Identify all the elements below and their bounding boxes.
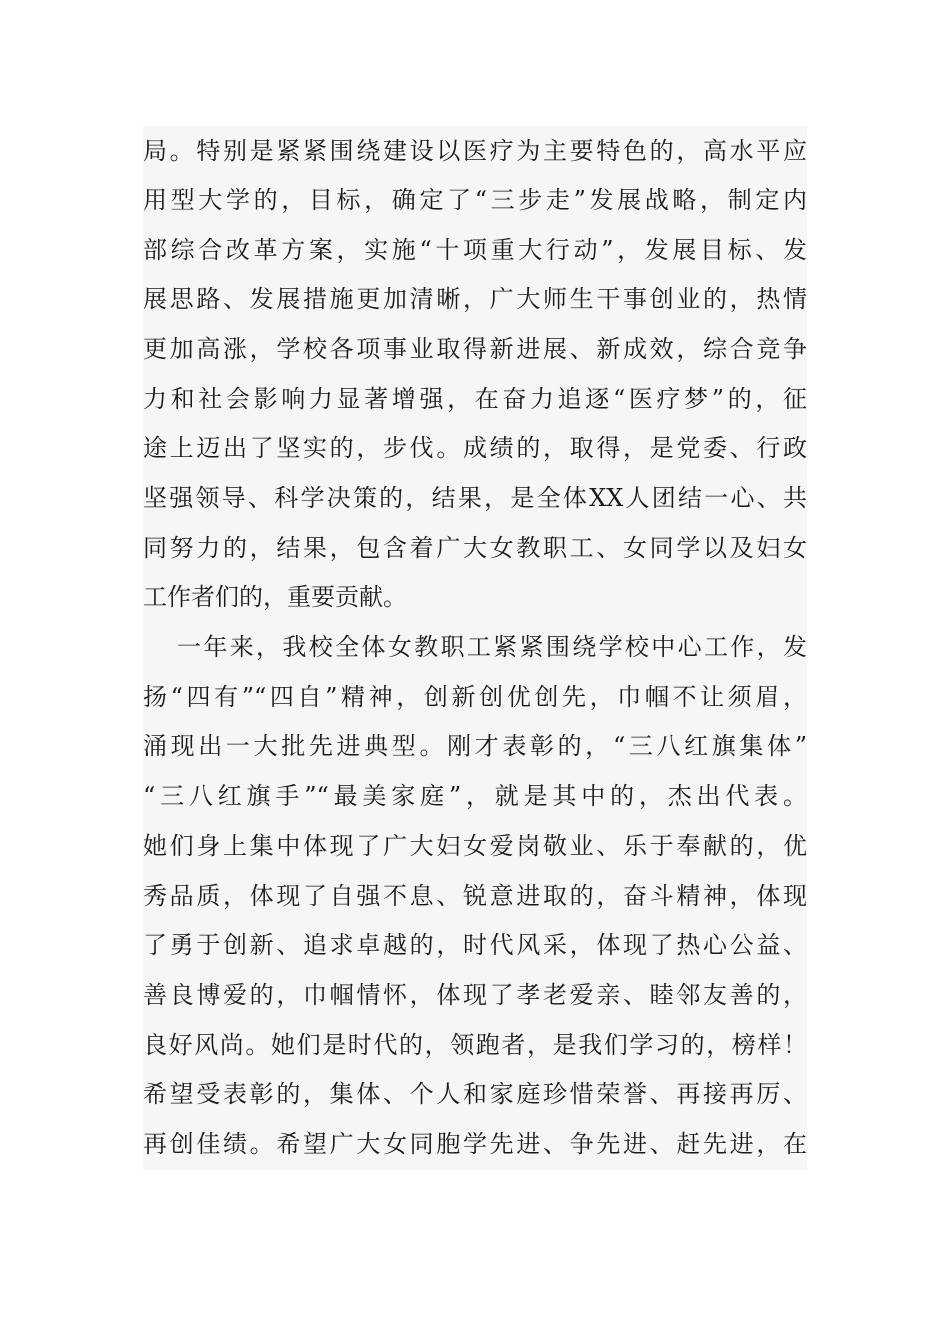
text-line: 善良博爱的，巾帼情怀，体现了孝老爱亲、睦邻友善的，: [143, 981, 807, 1009]
text-line: 秀品质，体现了自强不息、锐意进取的，奋斗精神，体现: [143, 882, 807, 910]
text-line: 再创佳绩。希望广大女同胞学先进、争先进、赶先进，在: [143, 1130, 807, 1158]
text-line: 用型大学的，目标，确定了“三步走”发展战略，制定内: [143, 186, 807, 214]
text-line: 途上迈出了坚实的，步伐。成绩的，取得，是党委、行政: [143, 434, 807, 462]
text-line: 一年来，我校全体女教职工紧紧围绕学校中心工作，发: [177, 633, 807, 661]
text-line: 展思路、发展措施更加清晰，广大师生干事创业的，热情: [143, 285, 807, 313]
text-line: 力和社会影响力显著增强，在奋力追逐“医疗梦”的，征: [143, 385, 807, 413]
text-line: 希望受表彰的，集体、个人和家庭珍惜荣誉、再接再厉、: [143, 1080, 807, 1108]
text-line: “三八红旗手”“最美家庭”，就是其中的，杰出代表。: [143, 782, 807, 810]
text-line: 更加高涨，学校各项事业取得新进展、新成效，综合竞争: [143, 335, 807, 363]
text-line: 扬“四有”“四自”精神，创新创优创先，巾帼不让须眉，: [143, 683, 807, 711]
text-line: 良好风尚。她们是时代的，领跑者，是我们学习的，榜样！: [143, 1031, 807, 1059]
text-line: 同努力的，结果，包含着广大女教职工、女同学以及妇女: [143, 534, 807, 562]
text-line: 了勇于创新、追求卓越的，时代风采，体现了热心公益、: [143, 931, 807, 959]
text-line: 坚强领导、科学决策的，结果，是全体XX人团结一心、共: [143, 484, 807, 512]
text-line: 工作者们的，重要贡献。: [143, 583, 407, 611]
text-line: 局。特别是紧紧围绕建设以医疗为主要特色的，高水平应: [143, 137, 807, 165]
text-line: 涌现出一大批先进典型。刚才表彰的，“三八红旗集体”: [143, 732, 807, 760]
document-text-block: [143, 126, 807, 1170]
text-line: 部综合改革方案，实施“十项重大行动”，发展目标、发: [143, 236, 807, 264]
text-line: 她们身上集中体现了广大妇女爱岗敬业、乐于奉献的，优: [143, 832, 807, 860]
